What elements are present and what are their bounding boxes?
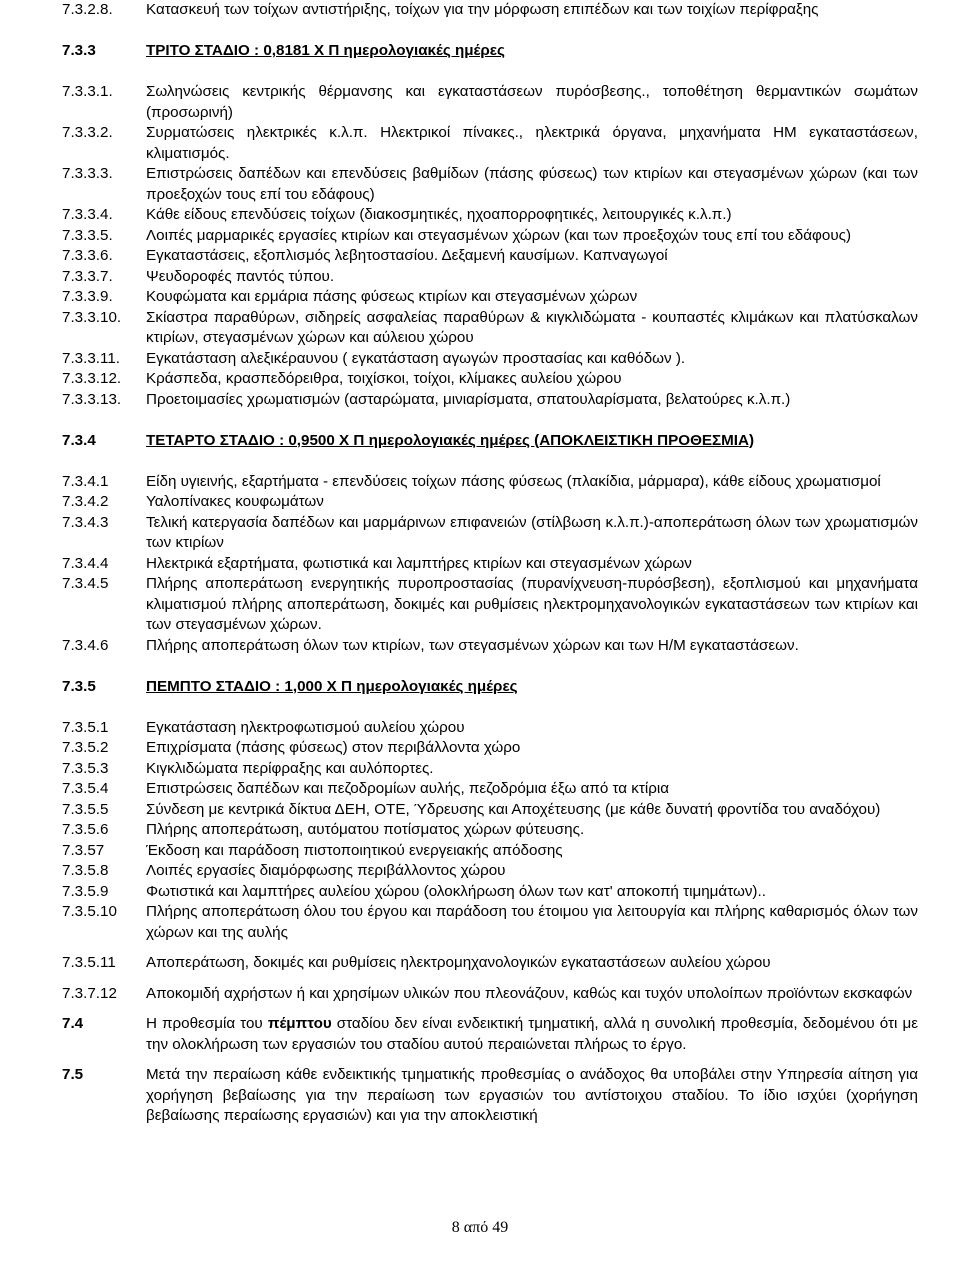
item-text: Σωληνώσεις κεντρικής θέρμανσης και εγκαταστάσεων πυρόσβεσης., τοποθέτηση θερμαντικών σωμάτων (προσωρινή) [146, 83, 918, 121]
list-item [62, 882, 918, 903]
item-text: Πλήρης αποπεράτωση, αυτόματου ποτίσματος χώρων φύτευσης. [146, 821, 585, 838]
item-text: Προετοιμασίες χρωματισμών (ασταρώματα, μινιαρίσματα, σπατουλαρίσματα, βελατούρες κ.λ.π.) [146, 390, 791, 408]
item-text: Συρματώσεις ηλεκτρικές κ.λ.π. Ηλεκτρικοί πίνακες., ηλεκτρικά όργανα, μηχανήματα ΗΜ εγκαταστάσεων, κλιματισμός. [146, 124, 918, 162]
list-item [62, 800, 918, 821]
item-number: 7.3.4.2 [62, 493, 109, 510]
list-item [62, 953, 918, 974]
item-text: Επιχρίσματα (πάσης φύσεως) στον περιβάλλοντα χώρο [146, 739, 521, 756]
item-number: 7.3.4.3 [62, 513, 109, 531]
item-number: 7.3.3.3. [62, 165, 113, 182]
list-item [62, 513, 918, 554]
heading-number: 7.3.5 [62, 677, 96, 695]
item-text: Σκίαστρα παραθύρων, σιδηρείς ασφαλείας παραθύρων & κιγκλιδώματα - κουπαστές κλιμάκων και πλατύσκαλων κτιρίων, στεγασμένων χώρων και αύλειου χώρου [146, 308, 918, 346]
list-item [62, 492, 918, 513]
list-item [62, 349, 918, 370]
item-text: Αποκομιδή αχρήστων ή και χρησίμων υλικών που πλεονάζουν, καθώς και τυχόν υπολοίπων προϊόντων εκσκαφών [146, 984, 913, 1002]
item-text: Λοιπές εργασίες διαμόρφωσης περιβάλλοντος χώρου [146, 862, 506, 879]
item-number: 7.3.4.5 [62, 575, 109, 592]
item-text: Πλήρης αποπεράτωση ενεργητικής πυροπροστασίας (πυρανίχνευση-πυρόσβεση), εξοπλισμού και μηχανήματα κλιματισμού πλήρης αποπεράτωση, δοκιμές και ρυθμίσεις ηλεκτρομηχανολογικών εγκαταστάσεων των κτιρίων και των στεγασμένων χώρων. [146, 575, 918, 633]
item-number: 7.3.3.5. [62, 226, 113, 244]
item-number: 7.3.57 [62, 841, 105, 859]
item-text: Πλήρης αποπεράτωση όλου του έργου και παράδοση του έτοιμου για λειτουργία και πλήρης καθαρισμός όλων των χώρων και της αυλής [146, 903, 918, 941]
item-number: 7.3.5.5 [62, 800, 109, 818]
item-number: 7.3.5.6 [62, 821, 109, 838]
item-text: Υαλοπίνακες κουφωμάτων [146, 493, 324, 510]
item-number: 7.3.3.6. [62, 247, 113, 264]
item-text: Λοιπές μαρμαρικές εργασίες κτιρίων και στεγασμένων χώρων (και των προεξοχών τους επί του εδάφους) [146, 226, 852, 244]
item-text: Εγκατάσταση αλεξικέραυνου ( εγκατάσταση αγωγών προστασίας και καθόδων ). [146, 349, 686, 367]
item-text: Κουφώματα και ερμάρια πάσης φύσεως κτιρίων και στεγασμένων χώρων [146, 288, 638, 305]
section-heading [62, 677, 918, 698]
item-number: 7.3.5.4 [62, 780, 109, 797]
item-number: 7.3.3.13. [62, 390, 122, 408]
heading-number: 7.3.3 [62, 42, 96, 59]
paragraph [62, 1014, 918, 1055]
paragraph-text: Μετά την περαίωση κάθε ενδεικτικής τμηματικής προθεσμίας ο ανάδοχος θα υποβάλει στην Υπηρεσία αίτηση για χορήγηση βεβαίωσης για την περαίωση των εργασιών του αντίστοιχου σταδίου. Το ίδιο ισχύει (χορήγηση βεβαίωσης περαίωσης εργασιών) και για την αποκλειστική [146, 1066, 918, 1124]
list-item [62, 779, 918, 800]
list-item [62, 287, 918, 308]
paragraph-text: Η προθεσμία του πέμπτου σταδίου δεν είναι ενδεικτική τμηματική, αλλά η συνολική προθεσμία, δεδομένου ότι με την ολοκλήρωση των εργασιών του σταδίου αυτού περαιώνεται πλήρως το έργο. [146, 1015, 918, 1053]
item-number: 7.3.4.1 [62, 472, 109, 490]
list-item [62, 267, 918, 288]
list-item [62, 82, 918, 123]
item-text: Σύνδεση με κεντρικά δίκτυα ΔΕΗ, ΟΤΕ, Ύδρευσης και Αποχέτευσης (με κάθε δυνατή φροντίδα του αναδόχου) [146, 800, 881, 818]
item-text: Επιστρώσεις δαπέδων και πεζοδρομίων αυλής, πεζοδρόμια έξω από τα κτίρια [146, 780, 670, 797]
paragraph [62, 1065, 918, 1127]
item-text: Ψευδοροφές παντός τύπου. [146, 267, 335, 285]
list-item [62, 718, 918, 739]
item-number: 7.3.7.12 [62, 984, 117, 1002]
item-number: 7.3.3.2. [62, 124, 113, 141]
item-text: Κατασκευή των τοίχων αντιστήριξης, τοίχων για την μόρφωση επιπέδων και των τοιχίων περίφραξης [146, 1, 819, 18]
list-item [62, 123, 918, 164]
item-text: Αποπεράτωση, δοκιμές και ρυθμίσεις ηλεκτρομηχανολογικών εγκαταστάσεων αυλείου χώρου [146, 954, 771, 971]
item-number: 7.3.3.9. [62, 288, 113, 305]
item-number: 7.3.3.1. [62, 83, 113, 100]
item-number: 7.3.5.8 [62, 862, 109, 879]
item-text: Είδη υγιεινής, εξαρτήματα - επενδύσεις τοίχων πάσης φύσεως (πλακίδια, μάρμαρα), κάθε είδους χρωματισμοί [146, 472, 881, 490]
item-number: 7.3.5.1 [62, 718, 109, 736]
paragraph-number: 7.4 [62, 1015, 84, 1032]
list-item [62, 759, 918, 780]
heading-text: ΤΡΙΤΟ ΣΤΑΔΙΟ : 0,8181 Χ Π ημερολογιακές ημέρες [146, 42, 505, 59]
list-item [62, 164, 918, 205]
heading-number: 7.3.4 [62, 431, 96, 449]
item-text: Κιγκλιδώματα περίφραξης και αυλόπορτες. [146, 759, 434, 777]
heading-text: ΤΕΤΑΡΤΟ ΣΤΑΔΙΟ : 0,9500 Χ Π ημερολογιακές ημέρες (ΑΠΟΚΛΕΙΣΤΙΚΗ ΠΡΟΘΕΣΜΙΑ) [146, 431, 755, 449]
list-item [62, 369, 918, 390]
item-number: 7.3.3.4. [62, 206, 113, 223]
page-number: 8 από 49 [451, 1219, 509, 1236]
list-item [62, 246, 918, 267]
emphasis: πέμπτου [267, 1015, 332, 1032]
list-item [62, 205, 918, 226]
list-item [62, 308, 918, 349]
paragraph-number: 7.5 [62, 1066, 84, 1083]
item-number: 7.3.5.9 [62, 882, 109, 900]
item-text: Εγκαταστάσεις, εξοπλισμός λεβητοστασίου. Δεξαμενή καυσίμων. Καπναγωγοί [146, 247, 668, 264]
list-item [62, 984, 918, 1005]
list-item [62, 861, 918, 882]
item-text: Ηλεκτρικά εξαρτήματα, φωτιστικά και λαμπτήρες κτιρίων και στεγασμένων χώρων [146, 554, 692, 572]
list-item [62, 554, 918, 575]
list-item [62, 820, 918, 841]
list-item [62, 390, 918, 411]
item-number: 7.3.5.2 [62, 739, 109, 756]
document-body [62, 0, 918, 1127]
item-number: 7.3.3.7. [62, 267, 113, 285]
list-item [62, 0, 918, 21]
section-heading [62, 431, 918, 452]
item-number: 7.3.2.8. [62, 1, 113, 18]
list-item [62, 902, 918, 943]
item-number: 7.3.5.3 [62, 759, 109, 777]
item-number: 7.3.4.6 [62, 636, 109, 654]
item-text: Κράσπεδα, κρασπεδόρειθρα, τοιχίσκοι, τοίχοι, κλίμακες αυλείου χώρου [146, 370, 622, 387]
list-item [62, 738, 918, 759]
item-number: 7.3.5.10 [62, 903, 117, 920]
item-number: 7.3.3.12. [62, 370, 122, 387]
list-item [62, 841, 918, 862]
list-item [62, 574, 918, 636]
item-text: Πλήρης αποπεράτωση όλων των κτιρίων, των στεγασμένων χώρων και των Η/Μ εγκαταστάσεων. [146, 636, 799, 654]
item-number: 7.3.5.11 [62, 954, 116, 971]
item-number: 7.3.3.10. [62, 308, 122, 326]
item-number: 7.3.3.11. [62, 349, 120, 367]
item-text: Επιστρώσεις δαπέδων και επενδύσεις βαθμίδων (πάσης φύσεως) των κτιρίων και στεγασμένων χώρων (και των προεξοχών τους επί του εδάφους) [146, 165, 918, 203]
item-text: Έκδοση και παράδοση πιστοποιητικού ενεργειακής απόδοσης [146, 841, 563, 859]
heading-text: ΠΕΜΠΤΟ ΣΤΑΔΙΟ : 1,000 Χ Π ημερολογιακές ημέρες [146, 677, 518, 695]
item-text: Κάθε είδους επενδύσεις τοίχων (διακοσμητικές, ηχοαπορροφητικές, λειτουργικές κ.λ.π.) [146, 206, 732, 223]
list-item [62, 226, 918, 247]
item-text: Τελική κατεργασία δαπέδων και μαρμάρινων επιφανειών (στίλβωση κ.λ.π.)-αποπεράτωση όλων των χρωματισμών των κτιρίων [146, 513, 918, 551]
item-text: Φωτιστικά και λαμπτήρες αυλείου χώρου (ολοκλήρωση όλων των κατ' αποκοπή τιμημάτων).. [146, 882, 766, 900]
item-text: Εγκατάσταση ηλεκτροφωτισμού αυλείου χώρου [146, 718, 465, 736]
list-item [62, 636, 918, 657]
list-item [62, 472, 918, 493]
section-heading [62, 41, 918, 62]
item-number: 7.3.4.4 [62, 554, 109, 572]
